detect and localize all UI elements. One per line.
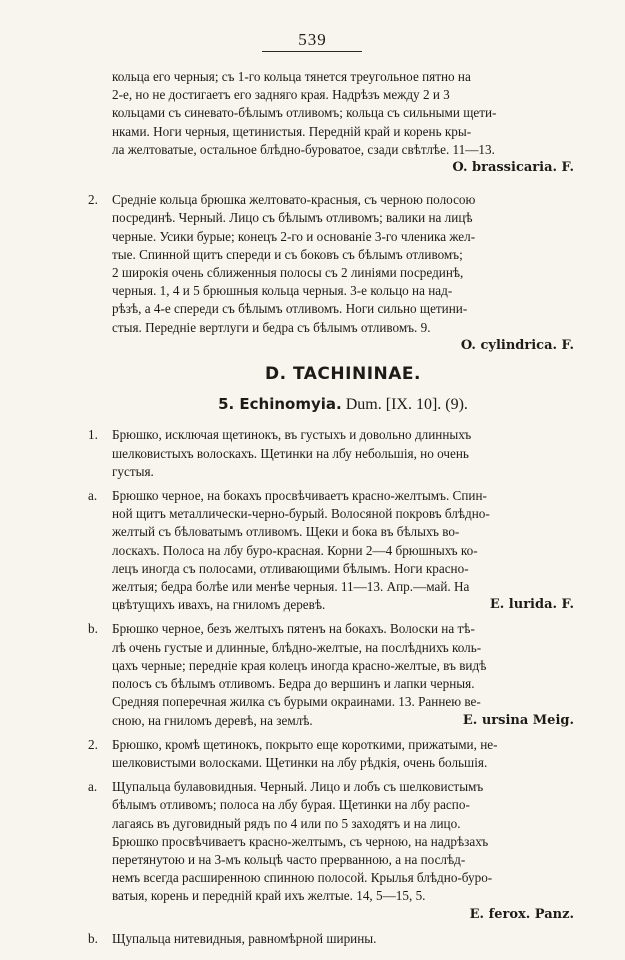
text-line: шелковистыхъ волоскахъ. Щетинки на лбу небольшія, но очень (112, 445, 469, 461)
text-line-content: цвѣтущихъ ивахъ, на гниломъ деревѣ. (112, 597, 326, 613)
text-line: лѣ очень густые и длинные, блѣдно-желтые, на послѣднихъ коль- (112, 639, 482, 655)
text-line: Средняя поперечная жилка съ бурыми окраинами. 13. Раннею ве- (112, 694, 481, 710)
text-line (88, 191, 574, 209)
text-line: посрединѣ. Черный. Лицо съ бѣлымъ отливомъ; валики на лицѣ (112, 210, 473, 226)
entry-marker: b. (88, 930, 98, 946)
key-entry-1a (88, 487, 574, 614)
text-line: рѣзѣ, а 4-е спереди съ бѣлымъ отливомъ. Ноги сильно щетини- (112, 301, 468, 317)
text-line: цахъ черные; передніе края колецъ иногда красно-желтые, въ видѣ (112, 657, 487, 673)
text-line (88, 778, 574, 796)
text-line: перетянутою и на 3-мъ кольцѣ часто прерванною, а на послѣд- (112, 851, 466, 867)
text-line: лецъ иногда съ полосами, отливающими бѣлымъ. Ноги красно- (112, 560, 469, 576)
text-line: кольцами съ синевато-бѣлымъ отливомъ; кольца съ сильными щети- (112, 105, 497, 121)
page-number: 539 (298, 30, 327, 49)
continuation-paragraph (112, 68, 574, 159)
text-line: немъ всегда расширенною спинною полосой. Крылья блѣдно-буро- (112, 870, 493, 886)
text-line: лоскахъ. Полоса на лбу буро-красная. Корни 2—4 брюшныхъ ко- (112, 542, 478, 558)
text-line: шелковистыми волосками. Щетинки на лбу рѣдкія, очень большія. (112, 754, 488, 770)
text-line (88, 487, 574, 505)
text-line-content: Щупальца нитевидныя, равномѣрной ширины. (112, 930, 377, 946)
text-line: 2 широкія очень сближенныя полосы съ 2 линіями посрединѣ, (112, 265, 464, 281)
genus-heading (112, 395, 574, 414)
species-name: E. ursina Meig. (462, 712, 574, 728)
text-line-content: Брюшко, кромѣ щетинокъ, покрыто еще короткими, прижатыми, не- (112, 736, 498, 752)
text-line: ла желтоватые, остальное блѣдно-буроватое, сзади свѣтлѣе. 11—13. (112, 141, 495, 157)
text-line: желтый съ бѣловатымъ отливомъ. Щеки и бока въ бѣлыхъ во- (112, 524, 460, 540)
text-line: ной щитъ металлически-черно-бурый. Волосяной покровъ блѣдно- (112, 506, 490, 522)
entry-marker: a. (88, 488, 98, 504)
genus-authority: Dum. [IX. 10]. (9). (345, 396, 468, 414)
text-line-content: Брюшко черное, на бокахъ просвѣчиваетъ красно-желтымъ. Спин- (112, 488, 487, 504)
text-line (112, 596, 574, 614)
text-line (88, 736, 574, 754)
text-line: желтыя; бедра болѣе или менѣе черныя. 11—13. Апр.—май. На (112, 579, 470, 595)
key-entry-2b (88, 736, 574, 772)
entry-marker: 2. (88, 736, 98, 752)
text-line: нками. Ноги черныя, щетинистыя. Передній край и корень кры- (112, 123, 472, 139)
entry-marker: a. (88, 779, 98, 795)
text-line-content: Брюшко, исключая щетинокъ, въ густыхъ и довольно длинныхъ (112, 427, 472, 443)
text-line: густыя. (112, 463, 154, 479)
page-body (88, 68, 574, 954)
text-line: Брюшко просвѣчиваетъ красно-желтымъ, съ черною, на надрѣзахъ (112, 833, 489, 849)
species-name: O. cylindrica. F. (460, 337, 574, 353)
key-entry-2b-b (88, 930, 574, 948)
page-number-rule (262, 51, 362, 52)
key-entry-1 (88, 426, 574, 481)
section-heading: D. TACHININAE. (265, 364, 421, 385)
entry-marker: b. (88, 621, 98, 637)
text-line: кольца его черныя; съ 1-го кольца тянется треугольное пятно на (112, 69, 471, 84)
text-line-content: сною, на гниломъ деревѣ, на землѣ. (112, 712, 313, 728)
text-line-content: Щупальца булавовидныя. Черный. Лицо и лобъ съ шелковистымъ (112, 779, 484, 795)
key-entry-2 (88, 191, 574, 337)
text-line-content: Брюшко черное, безъ желтыхъ пятенъ на бокахъ. Волоски на тѣ- (112, 621, 475, 637)
text-line: 2-е, но не достигаетъ его задняго края. Надрѣзъ между 2 и 3 (112, 87, 450, 103)
text-line (88, 426, 574, 444)
species-name: E. lurida. F. (489, 597, 574, 613)
key-entry-2a (88, 778, 574, 905)
text-line: лагаясь въ дуговидный рядъ по 4 или по 5 заходятъ и на лицо. (112, 815, 461, 831)
entry-marker: 2. (88, 192, 98, 208)
text-line (88, 930, 574, 948)
text-line: черныя. 1, 4 и 5 брюшныя кольца черныя. 3-е кольцо на над- (112, 283, 453, 299)
text-line (112, 712, 574, 730)
text-line-content: Средніе кольца брюшка желтовато-красныя, съ черною полосою (112, 192, 476, 208)
text-line: бѣлымъ отливомъ; полоса на лбу бурая. Щетинки на лбу распо- (112, 797, 470, 813)
entry-marker: 1. (88, 427, 98, 443)
text-line: стыя. Передніе вертлуги и бедра съ бѣлымъ отливомъ. 9. (112, 319, 431, 335)
text-line: тые. Спинной щитъ спереди и съ боковъ съ бѣлымъ отливомъ; (112, 246, 463, 262)
text-line: ватыя, корень и передній край ихъ желтые. 14, 5—15, 5. (112, 888, 426, 904)
text-line: черные. Усики бурые; конецъ 2-го и основаніе 3-го членика жел- (112, 228, 476, 244)
text-line: полосъ съ бѣлымъ отливомъ. Бедра до вершинъ и лапки черныя. (112, 676, 475, 692)
genus-name: 5. Echinomyia. (218, 395, 342, 414)
species-name: E. ferox. Panz. (469, 906, 574, 922)
species-name: O. brassicaria. F. (452, 160, 574, 176)
text-line (88, 620, 574, 638)
key-entry-1b (88, 620, 574, 729)
